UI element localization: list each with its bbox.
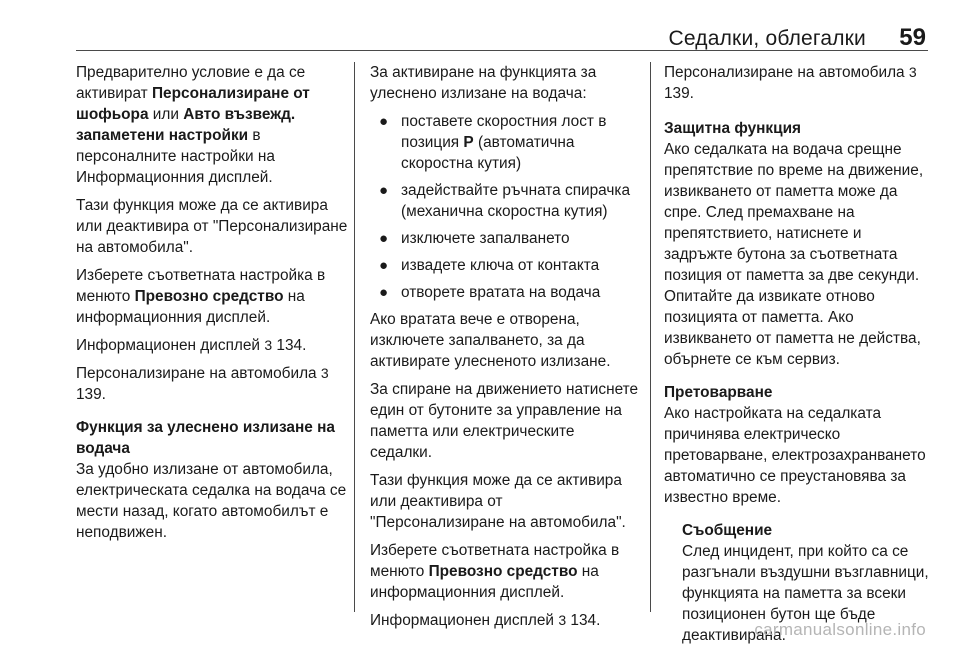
paragraph-toggle-info: Тази функция може да се активира или деактивира от "Персонализиране на автомобила". bbox=[370, 472, 626, 531]
section-heading-easy-exit: Функция за улеснено излизане на водача bbox=[76, 419, 335, 457]
column-divider-2 bbox=[650, 62, 651, 612]
bullet-icon: ● bbox=[379, 257, 389, 274]
cross-reference-info-display[interactable]: Информационен дисплей 3 134. bbox=[76, 337, 307, 354]
paragraph-stop-movement: За спиране на движението натиснете един от бутоните за управление на паметта или електрическите седалки. bbox=[370, 381, 639, 461]
bullet-icon: ● bbox=[379, 230, 389, 247]
column-2 bbox=[370, 62, 640, 638]
cross-reference-personalization[interactable]: Персонализиране на автомобила 3 139. bbox=[664, 64, 917, 102]
paragraph-toggle-info: Тази функция може да се активира или деактивира от "Персонализиране на автомобила". bbox=[76, 197, 348, 256]
note-title: Съобщение bbox=[682, 522, 773, 539]
watermark: carmanualsonline.info bbox=[754, 620, 926, 639]
reference-arrow-icon: 3 bbox=[908, 64, 917, 80]
menu-name-vehicle: Превозно средство bbox=[134, 288, 284, 305]
column-3 bbox=[664, 62, 930, 653]
note-text: След инцидент, при който са се разгънали въздушни възглавници, функцията на паметта за всеки позиционен бутон ще бъде деактивирана. bbox=[682, 543, 929, 644]
list-item: ● отворете вратата на водача bbox=[379, 284, 601, 301]
paragraph-overload: Ако настройката на седалката причинява електрическо претоварване, електрозахранването автоматично се преустановява за известно време. bbox=[664, 405, 926, 506]
paragraph-protection: Ако седалката на водача срещне препятствие по време на движение, извикването от паметта може да спре. След премахване на препятствието, натиснете и задръжте бутона за съответната позиция от паметта за две секунди. Опитайте да извикате отново позицията от паметта. Ако извикването от паметта не действа, обърнете се към сервиз. bbox=[664, 141, 924, 368]
section-heading-overload: Претоварване bbox=[664, 384, 773, 401]
section-heading-protection: Защитна функция bbox=[664, 120, 802, 137]
list-item: ● задействайте ръчната спирачка (механична скоростна кутия) bbox=[379, 182, 631, 220]
reference-arrow-icon: 3 bbox=[558, 612, 567, 628]
paragraph-activation-intro: За активиране на функцията за улеснено излизане на водача: bbox=[370, 64, 597, 102]
bullet-icon: ● bbox=[379, 182, 389, 199]
paragraph-door-open: Ако вратата вече е отворена, изключете запалването, за да активирате улесненото излизане. bbox=[370, 311, 611, 370]
page-header bbox=[76, 20, 928, 51]
setting-name-driver-personalization: Персонализиране от шофьора bbox=[76, 85, 310, 123]
column-divider-1 bbox=[354, 62, 355, 612]
cross-reference-personalization[interactable]: Персонализиране на автомобила 3 139. bbox=[76, 365, 329, 403]
cross-reference-info-display[interactable]: Информационен дисплей 3 134. bbox=[370, 612, 601, 629]
column-1 bbox=[76, 62, 348, 550]
list-item: ● извадете ключа от контакта bbox=[379, 257, 600, 274]
list-item: ● поставете скоростния лост в позиция P (автоматична скоростна кутия) bbox=[379, 113, 607, 172]
menu-name-vehicle: Превозно средство bbox=[428, 563, 578, 580]
page-number: 59 bbox=[899, 24, 926, 51]
list-item: ● изключете запалването bbox=[379, 230, 570, 247]
paragraph-menu-instruction: Изберете съответната настройка в менюто Превозно средство на информационния дисплей. bbox=[370, 542, 620, 601]
bullet-icon: ● bbox=[379, 113, 389, 130]
gear-position-p: P bbox=[463, 134, 474, 151]
bullet-icon: ● bbox=[379, 284, 389, 301]
setting-name-auto-recall: Авто възвежд. запаметени настройки bbox=[76, 106, 296, 144]
reference-arrow-icon: 3 bbox=[320, 365, 329, 381]
page-title: Седалки, облегалки bbox=[668, 27, 866, 50]
paragraph-precondition: Предварително условие е да се активират Персонализиране от шофьора или Авто възвежд. запаметени настройки в персоналните настройки на Информационния дисплей. bbox=[76, 64, 310, 186]
activation-steps-list bbox=[370, 111, 640, 303]
paragraph-easy-exit: За удобно излизане от автомобила, електрическата седалка на водача се мести назад, когато автомобилът е неподвижен. bbox=[76, 461, 347, 541]
reference-arrow-icon: 3 bbox=[264, 337, 273, 353]
paragraph-menu-instruction: Изберете съответната настройка в менюто Превозно средство на информационния дисплей. bbox=[76, 267, 326, 326]
